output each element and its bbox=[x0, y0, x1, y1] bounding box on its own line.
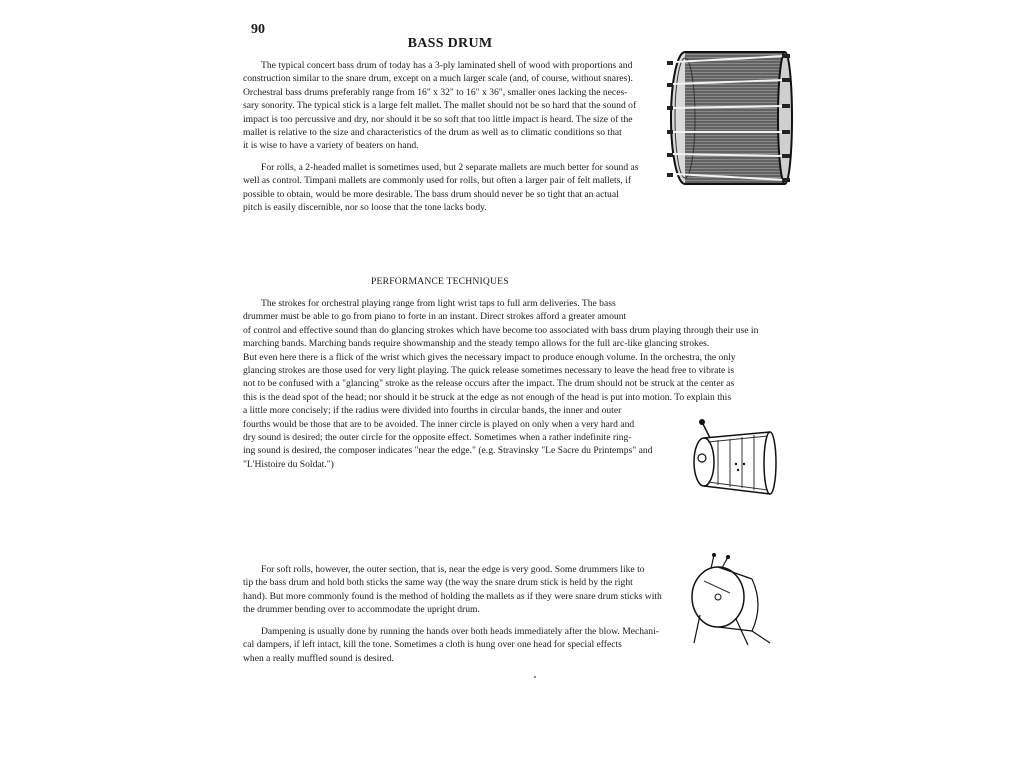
text-line: hand). But more commonly found is the method of holding the mallets as if they were snare drum sticks with bbox=[243, 590, 662, 602]
text-line: possible to obtain, would be more desirable. The bass drum should never be so tight that an actual bbox=[243, 188, 619, 200]
text-line: pitch is easily discernible, nor so loose that the tone lacks body. bbox=[243, 202, 487, 214]
text-line: this is the dead spot of the head; nor should it be struck at the edge as not enough of the head is put into motion. To explain this bbox=[243, 391, 732, 403]
text-line: it is wise to have a variety of beaters on hand. bbox=[243, 140, 419, 152]
page-title: BASS DRUM bbox=[407, 36, 493, 51]
text-line: The strokes for orchestral playing range from light wrist taps to full arm deliveries. The bass bbox=[261, 298, 616, 309]
intro-paragraph-2 bbox=[243, 161, 661, 215]
bass-drum-playing-illustration bbox=[688, 418, 784, 500]
text-line: mallet is relative to the size and characteristics of the drum as well as to climatic conditions so that bbox=[243, 127, 622, 139]
page-mark bbox=[534, 676, 536, 678]
bass-drum-illustration bbox=[667, 46, 795, 194]
text-line: a little more concisely; if the radius were divided into fourths in circular bands, the inner and outer bbox=[243, 405, 622, 417]
text-line: glancing strokes are those used for very light playing. The quick release sometimes necessary to leave the head free to vibrate is bbox=[243, 365, 735, 377]
text-line: The typical concert bass drum of today has a 3-ply laminated shell of wood with proportions and bbox=[261, 60, 633, 71]
text-line: drummer must be able to go from piano to forte in an instant. Direct strokes afford a greater amount bbox=[243, 311, 627, 323]
text-line: But even here there is a flick of the wrist which gives the necessary impact to produce enough volume. In the orchestra, the only bbox=[243, 351, 736, 363]
text-line: For rolls, a 2-headed mallet is sometimes used, but 2 separate mallets are much better for sound as bbox=[261, 162, 639, 173]
text-line: construction similar to the snare drum, except on a much larger scale (and, of course, without snares). bbox=[243, 73, 633, 85]
performance-paragraph-2 bbox=[243, 563, 663, 617]
text-line: Dampening is usually done by running the hands over both heads immediately after the blow. Mechani- bbox=[261, 626, 659, 637]
text-line: marching bands. Marching bands require showmanship and the steady tempo allows for the full arc-like glancing strokes. bbox=[243, 338, 710, 350]
text-line: dry sound is desired; the outer circle for the opposite effect. Sometimes when a rather indefinite ring- bbox=[243, 432, 632, 444]
intro-paragraph-1 bbox=[243, 59, 661, 153]
text-line: well as control. Timpani mallets are commonly used for rolls, but often a larger pair of felt mallets, if bbox=[243, 175, 632, 187]
text-line: cal dampers, if left intact, kill the tone. Sometimes a cloth is hung over one head for special effects bbox=[243, 639, 622, 651]
text-line: tip the bass drum and hold both sticks the same way (the way the snare drum stick is held by the right bbox=[243, 577, 633, 589]
text-line: ing sound is desired, the composer indicates "near the edge." (e.g. Stravinsky "Le Sacre du Printemps" and bbox=[243, 445, 653, 457]
text-line: fourths would be those that are to be avoided. The inner circle is played on only when a very hard and bbox=[243, 418, 635, 430]
text-line: Orchestral bass drums preferably range from 16" x 32" to 16" x 36", smaller ones lacking the neces- bbox=[243, 86, 628, 98]
text-line: "L'Histoire du Soldat.") bbox=[243, 458, 334, 470]
performance-paragraph-3 bbox=[243, 625, 663, 665]
section-heading: PERFORMANCE TECHNIQUES bbox=[371, 276, 509, 287]
text-line: the drummer bending over to accommodate the upright drum. bbox=[243, 604, 480, 616]
text-line: impact is too percussive and dry, nor should it be so soft that too little impact is heard. The size of the bbox=[243, 113, 633, 125]
bass-drum-roll-illustration bbox=[690, 553, 780, 649]
text-line: when a really muffled sound is desired. bbox=[243, 652, 394, 664]
text-line: For soft rolls, however, the outer section, that is, near the edge is very good. Some drummers like to bbox=[261, 564, 645, 575]
page-number: 90 bbox=[251, 22, 265, 37]
text-line: of control and effective sound than do glancing strokes which have become too associated with bass drum playing through their use in bbox=[243, 324, 759, 336]
text-line: sary sonority. The typical stick is a large felt mallet. The mallet should not be so hard that the sound of bbox=[243, 100, 637, 112]
text-line: not to be confused with a "glancing" stroke as the release occurs after the impact. The drum should not be struck at the center as bbox=[243, 378, 735, 390]
